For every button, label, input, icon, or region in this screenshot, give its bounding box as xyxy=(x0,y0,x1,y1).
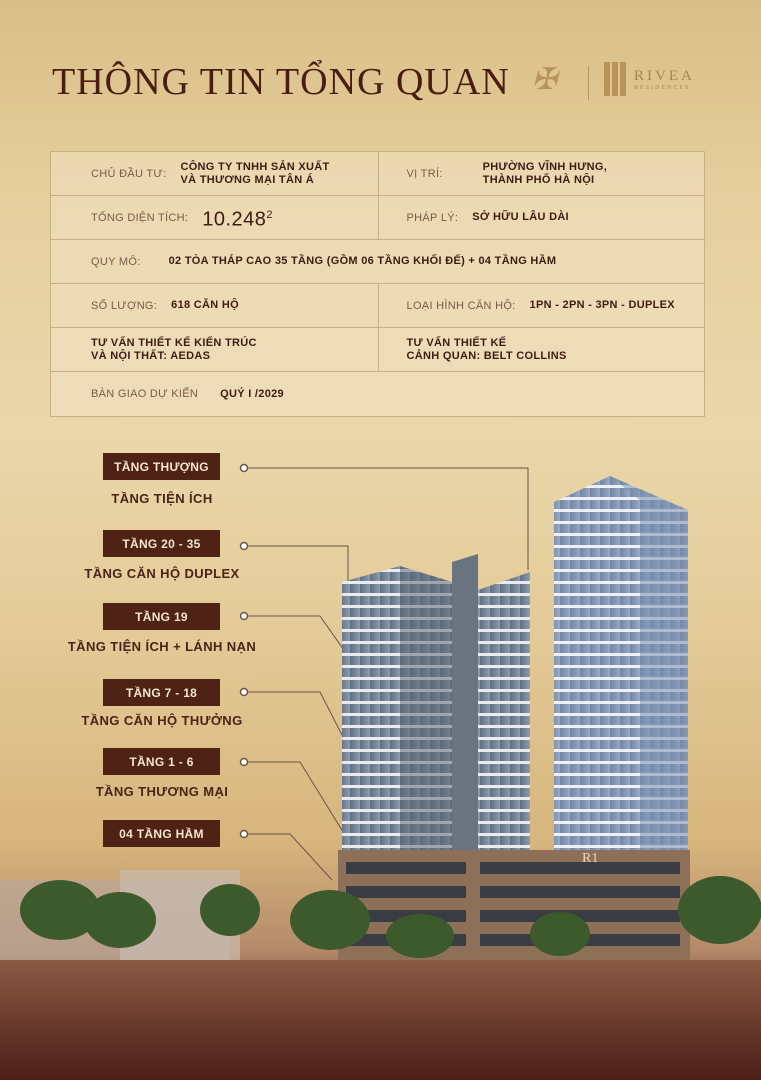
floor-desc-7-18: TẦNG CĂN HỘ THƯỞNG xyxy=(81,713,243,728)
brand-name: RIVEA xyxy=(634,67,695,84)
brand-tagline: RESIDENCES xyxy=(634,84,691,91)
apartment-type-value: 1PN - 2PN - 3PN - DUPLEX xyxy=(529,299,675,311)
handover-value: QUÝ I /2029 xyxy=(220,387,284,400)
floor-tag-19: TẦNG 19 xyxy=(103,603,220,630)
floor-desc-19: TẦNG TIỆN ÍCH + LÁNH NẠN xyxy=(67,639,257,654)
legal-label: PHÁP LÝ: xyxy=(406,211,459,224)
floor-desc-rooftop: TẦNG TIỆN ÍCH xyxy=(111,491,213,506)
apartment-type-label: LOẠI HÌNH CĂN HỘ: xyxy=(406,299,516,312)
location-value: PHƯỜNG VĨNH HƯNG, THÀNH PHỐ HÀ NỘI xyxy=(482,160,608,186)
floor-desc-1-6: TẦNG THƯƠNG MẠI xyxy=(95,784,229,799)
architecture-consultant: TƯ VẤN THIẾT KẾ KIẾN TRÚC VÀ NỘI THẤT: AEDAS xyxy=(91,336,257,362)
info-row xyxy=(51,196,704,240)
floor-tag-rooftop: TẦNG THƯỢNG xyxy=(103,453,220,480)
project-info-table xyxy=(50,151,705,417)
scale-value: 02 TÒA THÁP CAO 35 TẦNG (GỒM 06 TẦNG KHỐI ĐẾ) + 04 TẦNG HẦM xyxy=(168,255,557,267)
floor-tag-basement: 04 TẦNG HẦM xyxy=(103,820,220,847)
building-logo-icon xyxy=(604,62,626,96)
floor-tag-20-35: TẦNG 20 - 35 xyxy=(103,530,220,557)
monogram-logo: ✠ xyxy=(532,62,558,97)
owner-label: CHỦ ĐẦU TƯ: xyxy=(91,167,167,180)
building-sign: R1 xyxy=(582,851,599,866)
units-value: 618 CĂN HỘ xyxy=(171,299,239,311)
owner-value: CÔNG TY TNHH SẢN XUẤT VÀ THƯƠNG MẠI TÂN Á xyxy=(180,160,330,186)
brand-logo xyxy=(604,62,695,96)
floor-desc-20-35: TẦNG CĂN HỘ DUPLEX xyxy=(84,566,240,581)
scale-label: QUY MÔ: xyxy=(91,255,141,268)
info-row xyxy=(51,328,704,372)
info-row xyxy=(51,240,704,284)
logo-divider xyxy=(588,66,589,100)
handover-label: BÀN GIAO DỰ KIẾN xyxy=(91,388,199,400)
page-title: THÔNG TIN TỔNG QUAN xyxy=(52,61,510,103)
info-row xyxy=(51,372,704,416)
floor-tag-1-6: TẦNG 1 - 6 xyxy=(103,748,220,775)
legal-value: SỞ HỮU LÂU DÀI xyxy=(472,211,569,223)
units-label: SỐ LƯỢNG: xyxy=(91,299,158,312)
info-row xyxy=(51,152,704,196)
area-label: TỔNG DIỆN TÍCH: xyxy=(91,211,189,224)
landscape-consultant: TƯ VẤN THIẾT KẾ CẢNH QUAN: BELT COLLINS xyxy=(406,336,567,362)
location-label: VỊ TRÍ: xyxy=(406,167,443,180)
info-row xyxy=(51,284,704,328)
floor-tag-7-18: TẦNG 7 - 18 xyxy=(103,679,220,706)
area-value: 10.248$^2$ xyxy=(202,208,273,231)
